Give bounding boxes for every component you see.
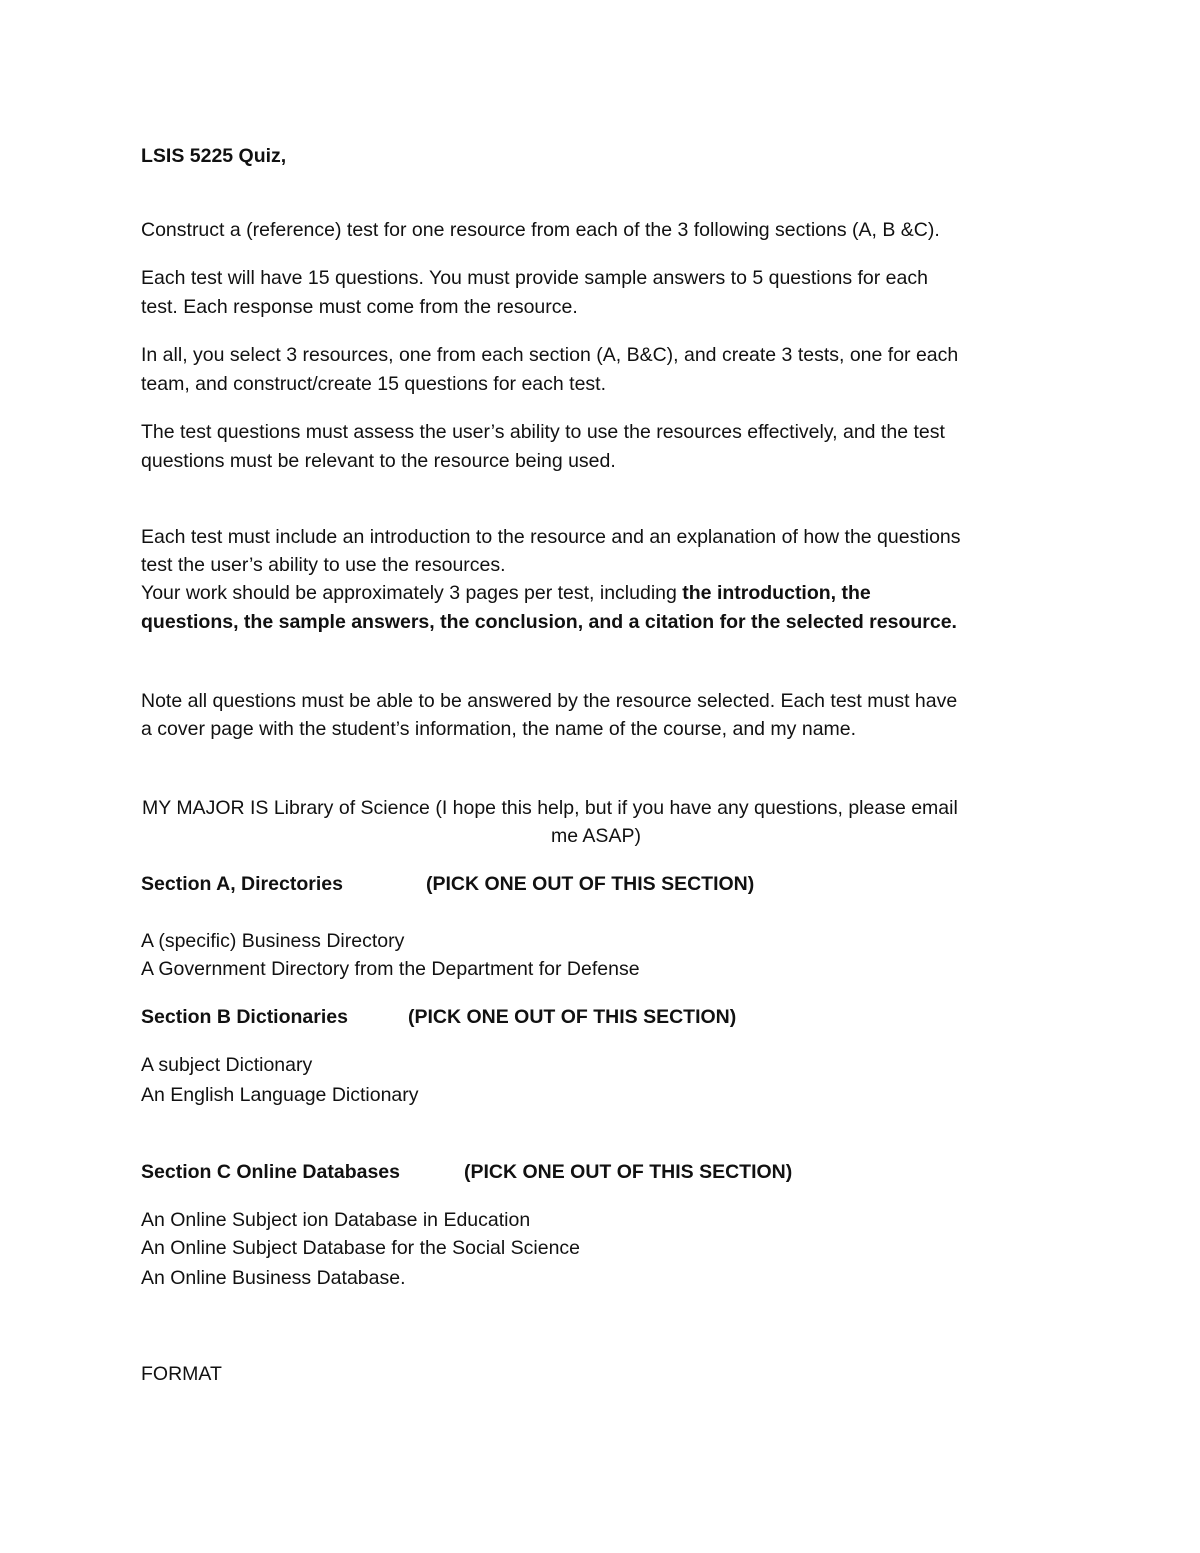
paragraph-construct: Construct a (reference) test for one resource from each of the 3 following sections (A, B &C). xyxy=(141,219,940,241)
section-a-item-1: A (specific) Business Directory xyxy=(141,930,405,952)
section-c-pick-note: (PICK ONE OUT OF THIS SECTION) xyxy=(464,1161,793,1183)
paragraph-note-line-2: a cover page with the student’s information, the name of the course, and my name. xyxy=(141,718,857,740)
section-a-item-2: A Government Directory from the Department for Defense xyxy=(141,958,640,980)
paragraph-include-line-3-text: Your work should be approximately 3 pages per test, including xyxy=(141,582,683,604)
paragraph-include-line-1: Each test must include an introduction to the resource and an explanation of how the questions xyxy=(141,526,961,548)
major-line-2: me ASAP) xyxy=(551,825,641,847)
paragraph-include-line-3 xyxy=(141,581,871,605)
section-a-pick-note: (PICK ONE OUT OF THIS SECTION) xyxy=(426,873,755,895)
section-b-heading: Section B Dictionaries xyxy=(141,1006,348,1028)
section-b-pick-note: (PICK ONE OUT OF THIS SECTION) xyxy=(408,1006,737,1028)
paragraph-note-line-1: Note all questions must be able to be answered by the resource selected. Each test must have xyxy=(141,690,958,712)
format-label: FORMAT xyxy=(141,1363,222,1385)
document-title: LSIS 5225 Quiz, xyxy=(141,145,287,167)
paragraph-in-all-line-1: In all, you select 3 resources, one from each section (A, B&C), and create 3 tests, one for each xyxy=(141,344,959,366)
paragraph-include-line-4: questions, the sample answers, the conclusion, and a citation for the selected resource. xyxy=(141,611,957,633)
paragraph-assess-line-1: The test questions must assess the user’s ability to use the resources effectively, and the test xyxy=(141,421,945,443)
paragraph-include-line-2: test the user’s ability to use the resources. xyxy=(141,554,506,576)
section-b-item-2: An English Language Dictionary xyxy=(141,1084,419,1106)
paragraph-questions-line-2: test. Each response must come from the resource. xyxy=(141,296,578,318)
paragraph-questions-line-1: Each test will have 15 questions. You must provide sample answers to 5 questions for each xyxy=(141,267,928,289)
section-b-item-1: A subject Dictionary xyxy=(141,1054,313,1076)
section-c-item-1: An Online Subject ion Database in Education xyxy=(141,1209,531,1231)
paragraph-include-line-3-bold: the introduction, the xyxy=(682,582,871,604)
section-c-heading: Section C Online Databases xyxy=(141,1161,400,1183)
section-c-item-2: An Online Subject Database for the Social Science xyxy=(141,1237,581,1259)
paragraph-in-all-line-2: team, and construct/create 15 questions for each test. xyxy=(141,373,607,395)
paragraph-assess-line-2: questions must be relevant to the resource being used. xyxy=(141,450,616,472)
major-line-1: MY MAJOR IS Library of Science (I hope this help, but if you have any questions, please email xyxy=(142,797,958,819)
section-a-heading: Section A, Directories xyxy=(141,873,343,895)
section-c-item-3: An Online Business Database. xyxy=(141,1267,406,1289)
